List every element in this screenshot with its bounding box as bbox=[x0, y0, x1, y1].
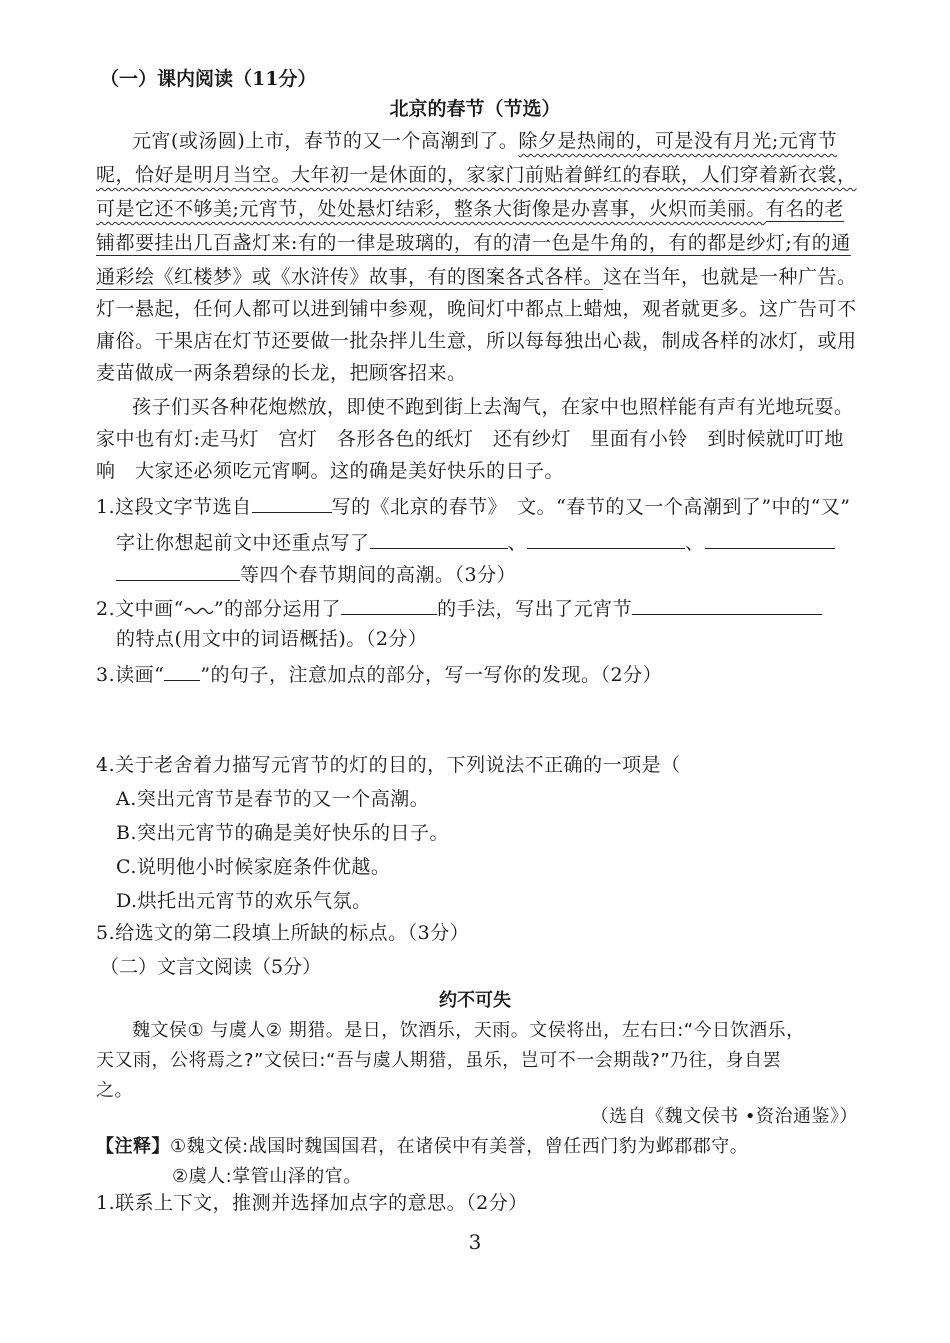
underlined-text: 有名的老 bbox=[765, 198, 844, 220]
answer-blank[interactable] bbox=[632, 592, 822, 615]
underline-marker bbox=[164, 658, 200, 681]
passage-line: 家中也有灯:走马灯 宫灯 各形各色的纸灯 还有纱灯 里面有小铃 到时候就叮叮地 bbox=[96, 428, 844, 450]
question-text: 的手法，写出了元宵节 bbox=[437, 598, 633, 620]
question-1-continued bbox=[116, 526, 835, 558]
answer-blank[interactable] bbox=[705, 526, 835, 549]
passage-text: 元宵(或汤圆)上市，春节的又一个高潮到了。 bbox=[132, 130, 519, 152]
passage-line bbox=[96, 228, 851, 258]
question-2-continued: 的特点(用文中的词语概括)。（2分） bbox=[116, 628, 428, 650]
question-text: 1.这段文字节选自 bbox=[96, 496, 252, 518]
passage-text: 这在当年，也就是一种广告。 bbox=[603, 266, 857, 288]
question-3 bbox=[96, 658, 662, 690]
wavy-underlined-text: 可是它还不够美;元宵节，处处悬灯结彩，整条大街像是办喜事，火炽而美丽。 bbox=[96, 198, 766, 220]
note-1: ①魏文侯:战国时魏国国君，在诸侯中有美誉，曾任西门豹为邺郡郡守。 bbox=[170, 1136, 749, 1157]
page-number: 3 bbox=[468, 1230, 482, 1254]
passage-line bbox=[96, 160, 857, 190]
option-d: D.烘托出元宵节的欢乐气氛。 bbox=[116, 890, 372, 912]
separator: 、 bbox=[507, 532, 528, 554]
option-b: B.突出元宵节的确是美好快乐的日子。 bbox=[116, 822, 450, 844]
question-1-continued bbox=[116, 558, 516, 590]
question-4: 4.关于老舍着力描写元宵节的灯的目的，下列说法不正确的一项是（ bbox=[96, 754, 681, 776]
notes-line bbox=[96, 1132, 748, 1162]
passage-title: 北京的春节（节选） bbox=[389, 98, 561, 120]
question-text: 2.文中画“ bbox=[96, 598, 184, 620]
underlined-text: 铺都要挂出几百盏灯来:有的一律是玻璃的，有的清一色是牛角的，有的都是纱灯;有的通 bbox=[96, 232, 851, 254]
option-a: A.突出元宵节是春节的又一个高潮。 bbox=[116, 788, 430, 810]
answer-blank[interactable] bbox=[527, 526, 685, 549]
answer-blank[interactable] bbox=[370, 526, 508, 549]
answer-blank[interactable] bbox=[341, 592, 437, 615]
passage-line bbox=[96, 126, 837, 156]
classical-text-line: 魏文侯① 与虞人② 期猎。是日，饮酒乐，天雨。文侯将出，左右曰:“今日饮酒乐， bbox=[132, 1020, 805, 1041]
underlined-text: 通彩绘《红楼梦》或《水浒传》故事，有的图案各式各样。 bbox=[96, 266, 604, 288]
passage-line: 庸俗。干果店在灯节还要做一批杂拌儿生意，所以每每独出心裁，制成各样的冰灯，或用 bbox=[96, 330, 857, 352]
passage-line: 响 大家还必须吃元宵啊。这的确是美好快乐的日子。 bbox=[96, 460, 565, 482]
note-2: ②虞人:掌管山泽的官。 bbox=[172, 1166, 362, 1187]
question-text: 写的《北京的春节》 文。“春节的又一个高潮到了”中的“又” bbox=[331, 496, 851, 518]
classical-question-1: 1.联系上下文，推测并选择加点字的意思。（2分） bbox=[96, 1192, 528, 1214]
question-text: 3.读画“ bbox=[96, 664, 165, 686]
question-text: ”的句子，注意加点的部分，写一写你的发现。（2分） bbox=[200, 664, 663, 686]
classical-text-line: 天又雨，公将焉之?”文侯曰:“吾与虞人期猎，虽乐，岂可不一会期哉?”乃往，身自罢 bbox=[96, 1050, 782, 1071]
passage-line bbox=[96, 194, 844, 224]
question-2 bbox=[96, 592, 822, 624]
question-text: ”的部分运用了 bbox=[213, 598, 342, 620]
section-title-classical: （二）文言文阅读（5分） bbox=[100, 956, 322, 978]
notes-label: 【注释】 bbox=[96, 1136, 170, 1157]
question-text: 字让你想起前文中还重点写了 bbox=[116, 532, 370, 554]
wavy-line-icon bbox=[184, 605, 214, 615]
answer-blank[interactable] bbox=[116, 558, 240, 581]
separator: 、 bbox=[685, 532, 705, 554]
question-5: 5.给选文的第二段填上所缺的标点。（3分） bbox=[96, 922, 470, 944]
option-c: C.说明他小时候家庭条件优越。 bbox=[116, 856, 391, 878]
answer-blank[interactable] bbox=[252, 490, 332, 513]
question-1 bbox=[96, 490, 851, 522]
passage-line: 灯一悬起，任何人都可以进到铺中参观，晚间灯中都点上蜡烛，观者就更多。这广告可不 bbox=[96, 298, 857, 320]
passage-line: 孩子们买各种花炮燃放，即使不跑到街上去淘气，在家中也照样能有声有光地玩耍。 bbox=[132, 396, 854, 418]
wavy-underlined-text: 呢，恰好是明月当空。大年初一是休面的，家家门前贴着鲜红的春联，人们穿着新衣裳， bbox=[96, 164, 857, 186]
section-title-reading: （一）课内阅读（11分） bbox=[100, 68, 317, 90]
wavy-underlined-text: 除夕是热闹的，可是没有月光;元宵节 bbox=[518, 130, 838, 152]
passage-line bbox=[96, 262, 857, 292]
passage-line: 麦苗做成一两条碧绿的长龙，把顾客招来。 bbox=[96, 362, 467, 384]
classical-passage-title: 约不可失 bbox=[439, 990, 511, 1011]
question-text: 等四个春节期间的高潮。（3分） bbox=[240, 564, 517, 586]
classical-text-line: 之。 bbox=[96, 1080, 133, 1101]
source-citation: （选自《魏文侯书 •资治通鉴》） bbox=[590, 1106, 858, 1127]
